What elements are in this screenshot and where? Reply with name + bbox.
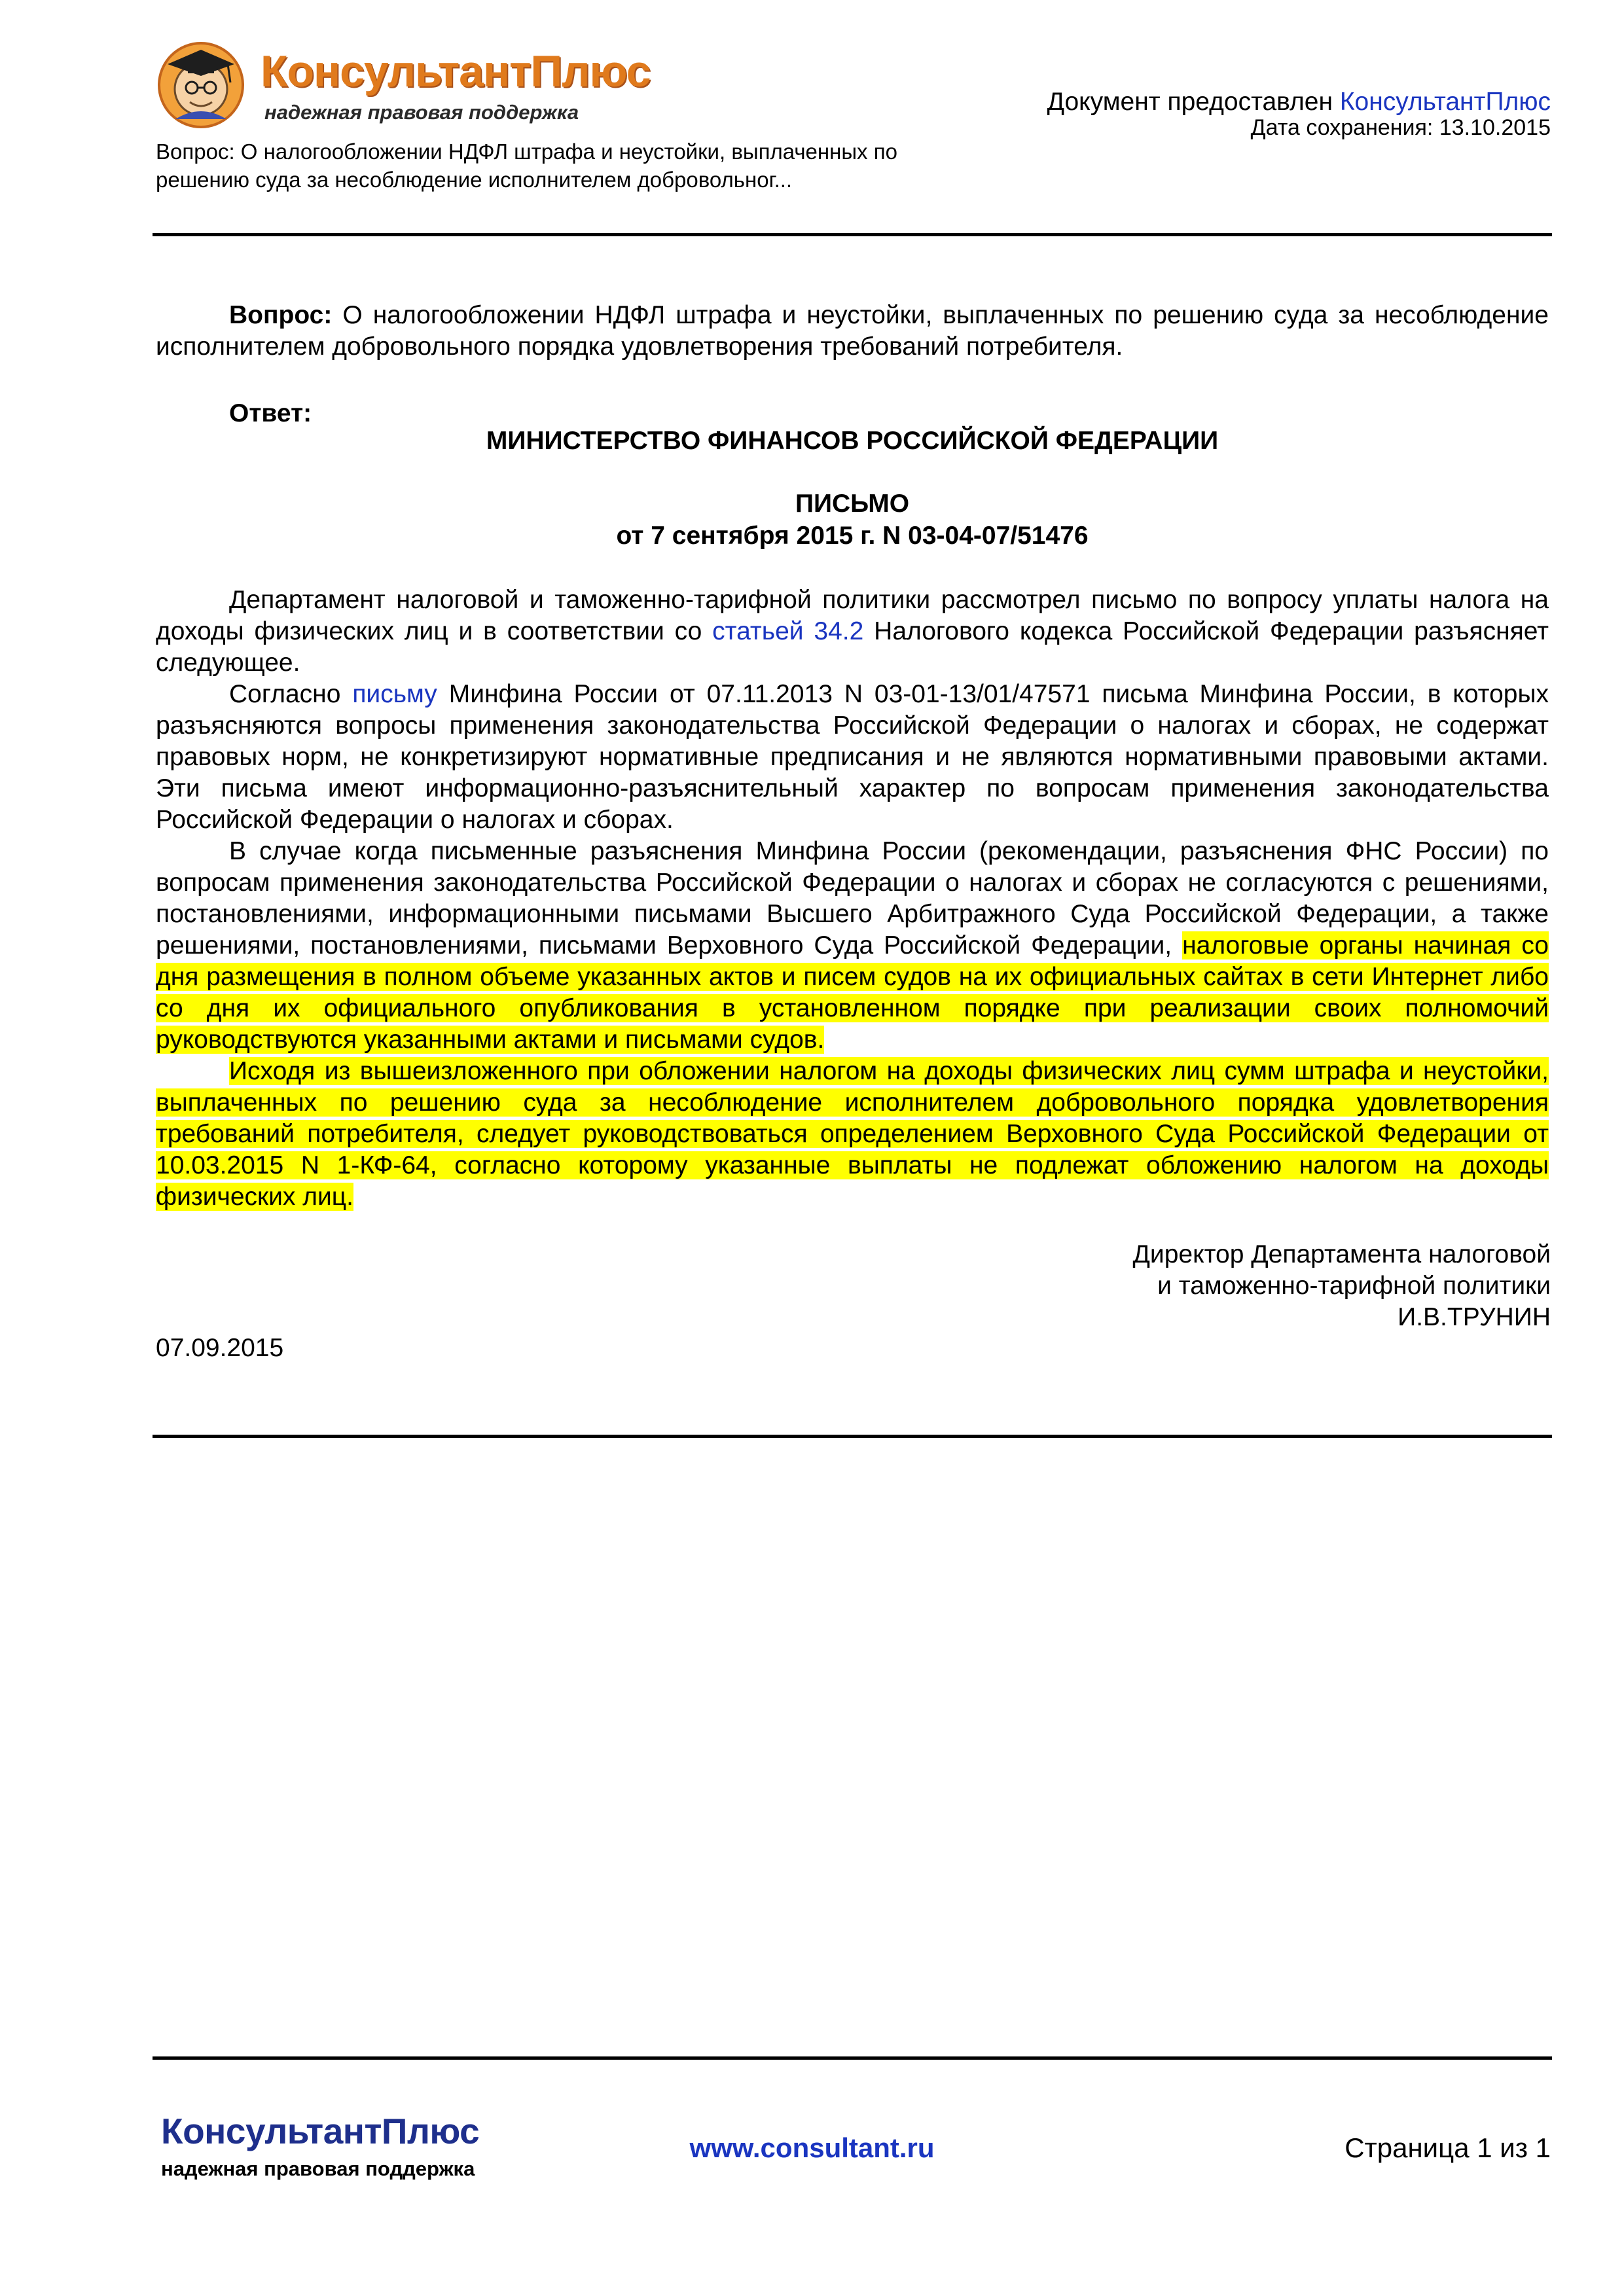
ministry-title: МИНИСТЕРСТВО ФИНАНСОВ РОССИЙСКОЙ ФЕДЕРАЦИИ: [486, 427, 1219, 455]
footer-divider: [153, 2056, 1552, 2060]
header-divider: [153, 233, 1552, 236]
logo-name: КонсультантПлюс: [261, 46, 651, 96]
page-counter: Страница 1 из 1: [1344, 2132, 1551, 2163]
paragraph-4: [156, 1056, 1549, 1213]
content-end-divider: [153, 1435, 1552, 1438]
doc-type: ПИСЬМО: [795, 490, 910, 518]
paragraph-1: Департамент налоговой и таможенно-тарифной политики рассмотрел письмо по вопросу уплаты налога на доходы физических лиц и в соответствии со статьей 34.2 Налогового кодекса Российской Федерации разъясняет следующее.: [156, 586, 1549, 677]
header-question-summary: Вопрос: О налогообложении НДФЛ штрафа и неустойки, выплаченных по решению суда за несоблюдение исполнителем добровольног...: [156, 139, 897, 192]
paragraph-3-highlight: налоговые органы начиная со дня размещения в полном объеме указанных актов и писем судов на их официальных сайтах в сети Интернет либо со дня их официального опубликования в установленном порядке при реализации своих полномочий руководствуются указанными актами и письмами судов.: [156, 931, 1549, 1054]
article-34-2-link[interactable]: статьей 34.2: [712, 617, 864, 645]
provided-by-brand-link[interactable]: КонсультантПлюс: [1339, 88, 1551, 116]
letter-link[interactable]: письму: [352, 680, 437, 708]
signature-block: [1133, 1239, 1551, 1333]
signature-name: И.В.ТРУНИН: [1398, 1303, 1551, 1331]
footer-site-link[interactable]: www.consultant.ru: [689, 2132, 935, 2163]
logo-tagline: надежная правовая поддержка: [264, 101, 579, 124]
question-paragraph: [156, 300, 1549, 363]
save-date: Дата сохранения: 13.10.2015: [1250, 115, 1551, 140]
footer-brand-tagline: надежная правовая поддержка: [161, 2157, 475, 2180]
question-text: О налогообложении НДФЛ штрафа и неустойки, выплаченных по решению суда за несоблюдение исполнителем добровольного порядка удовлетворения требований потребителя.: [156, 301, 1549, 361]
document-date: 07.09.2015: [156, 1334, 284, 1362]
answer-label: Ответ:: [229, 399, 312, 427]
doc-reference: от 7 сентября 2015 г. N 03-04-07/51476: [616, 522, 1089, 550]
paragraph-2: Согласно письму Минфина России от 07.11.2013 N 03-01-13/01/47571 письма Минфина России, в которых разъясняются вопросы применения законодательства Российской Федерации о налогах и сборах, не содержат правовых норм, не конкретизируют нормативные предписания и не являются нормативными правовыми актами. Эти письма имеют информационно-разъяснительный характер по вопросам применения законодательства Российской Федерации о налогах и сборах.: [156, 680, 1549, 834]
paragraph-4-highlight: Исходя из вышеизложенного при обложении налогом на доходы физических лиц сумм штрафа и неустойки, выплаченных по решению суда за несоблюдение исполнителем добровольного порядка удовлетворения требований потребителя, следует руководствоваться определением Верховного Суда Российской Федерации от 10.03.2015 N 1-КФ-64, согласно которому указанные выплаты не подлежат обложению налогом на доходы физических лиц.: [156, 1057, 1549, 1211]
provided-by: [1047, 88, 1551, 117]
footer-brand-name: КонсультантПлюс: [161, 2111, 480, 2151]
letter-body: [156, 584, 1549, 1213]
signature-position-2: и таможенно-тарифной политики: [1157, 1272, 1551, 1300]
provided-by-prefix: Документ предоставлен: [1047, 88, 1340, 116]
question-label: Вопрос:: [229, 301, 333, 329]
consultant-logo: [156, 38, 651, 130]
professor-mascot-icon: [156, 38, 246, 128]
signature-position-1: Директор Департамента налоговой: [1132, 1240, 1551, 1268]
paragraph-3: В случае когда письменные разъяснения Минфина России (рекомендации, разъяснения ФНС России) по вопросам применения законодательства Российской Федерации о налогах и сборах не согласуются с решениями, постановлениями, информационными письмами Высшего Арбитражного Суда Российской Федерации, а также решениями, постановлениями, письмами Верховного Суда Российской Федерации, налоговые органы начиная со дня размещения в полном объеме указанных актов и писем судов на их официальных сайтах в сети Интернет либо со дня их официального опубликования в установленном порядке при реализации своих полномочий руководствуются указанными актами и письмами судов.: [156, 837, 1549, 1054]
answer-label-line: [156, 398, 1549, 429]
